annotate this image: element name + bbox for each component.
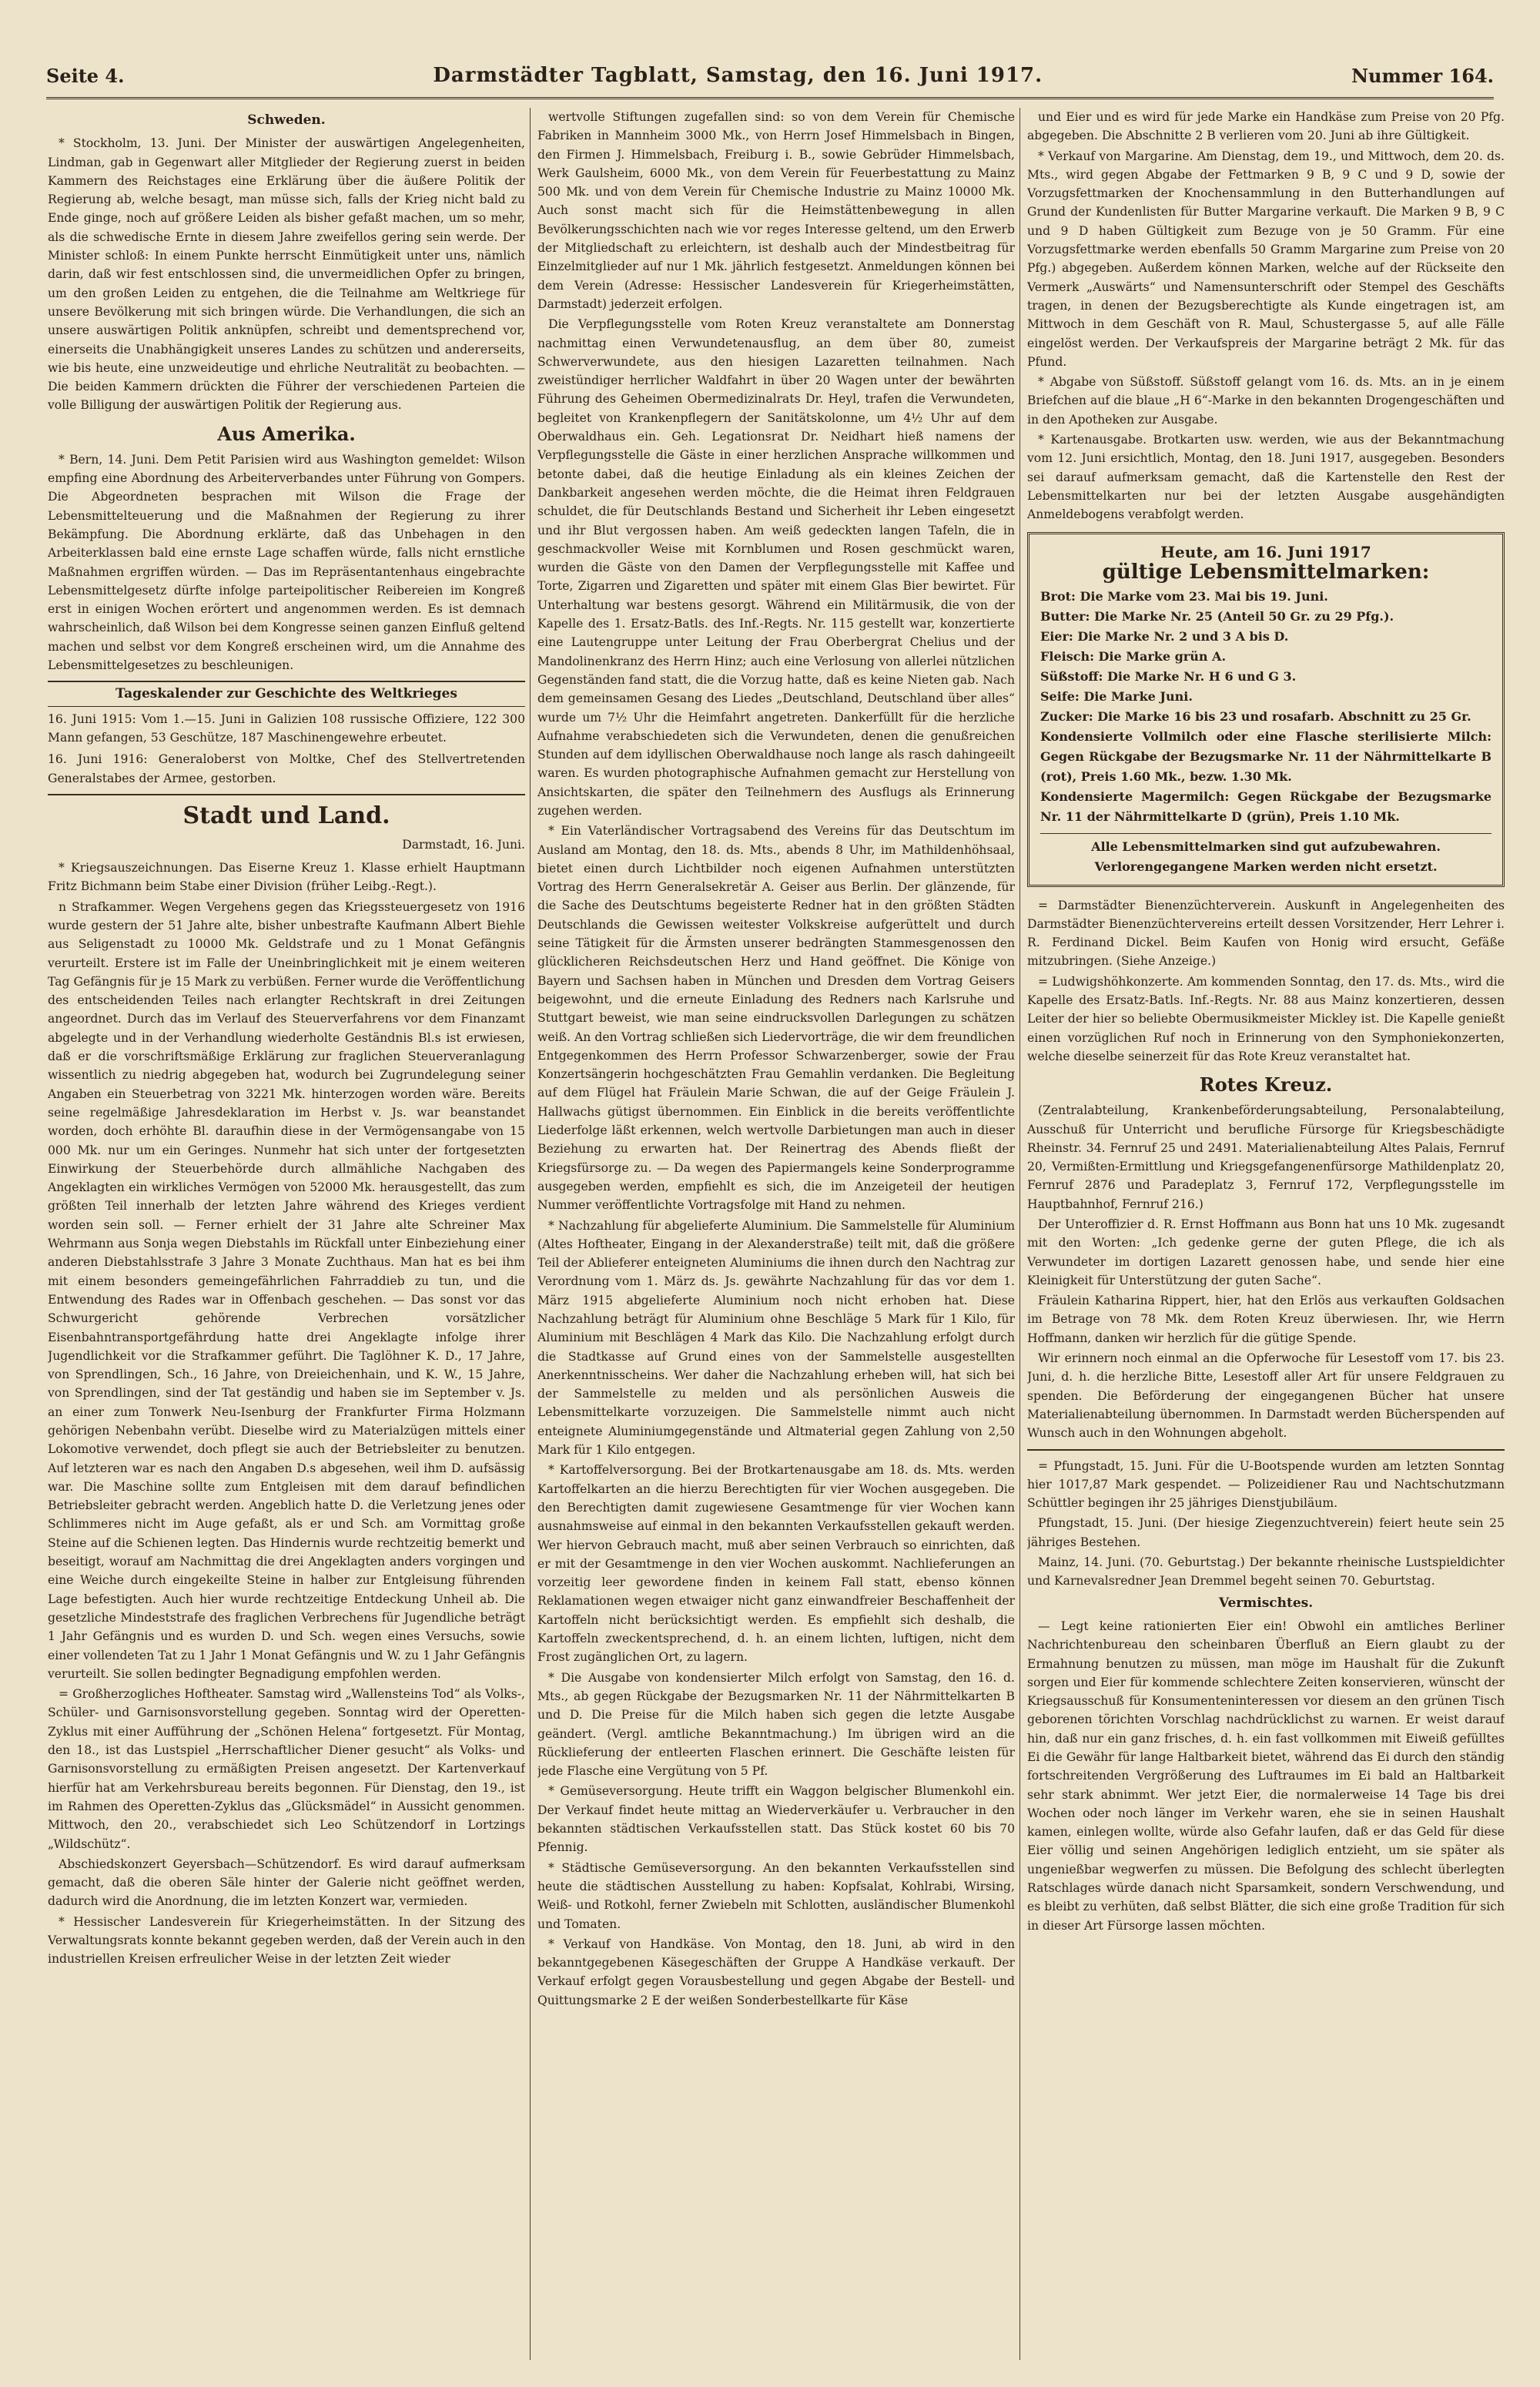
article-paragraph: Abschiedskonzert Geyersbach—Schützendorf. Es wird darauf aufmerksam gemacht, daß die oberen Säle hinter der Galerie nicht geöffnet werden, dadurch wird die Anordnung, die im letzten Konzert war, vermieden. <box>48 1856 525 1909</box>
article-paragraph: * Kartenausgabe. Brotkarten usw. werden, wie aus der Bekanntmachung vom 12. Juni ersichtlich, Montag, den 18. Juni 1917, ausgegeben. Besonders sei darauf aufmerksam gemacht, daß die Kartenstelle den Rest der Lebensmittelkarten nur bei der letzten Ausgabe ausgehändigten Anmeldebogens verabfolgt werden. <box>1027 433 1505 522</box>
article-paragraph: = Großherzogliches Hoftheater. Samstag wird „Wallensteins Tod“ als Volks-, Schüler- und Garnisonsvorstellung gegeben. Sonntag wird der Operetten-Zyklus mit einer Aufführung der „Schönen Helena“ fortgesetzt. Für Montag, den 18., ist das Lustspiel „Herrschaftlicher Diener gesucht“ als Volks- und Garnisonsvorstellung zu ermäßigten Preisen angesetzt. Der Kartenverkauf hierfür hat am Verkehrsbureau bereits begonnen. Für Dienstag, den 19., ist im Rahmen des Operetten-Zyklus das „Glücksmädel“ in Aussicht genommen. Mittwoch, den 20., verabschiedet sich Leo Schützendorf in Lortzings „Wildschütz“. <box>48 1687 525 1851</box>
article-paragraph: Wir erinnern noch einmal an die Opferwoche für Lesestoff vom 17. bis 23. Juni, d. h. die herzliche Bitte, Lesestoff aller Art für unsere Feldgrauen zu spenden. Die Beförderung der eingegangenen Bücher hat unsere Materialienabteilung übernommen. In Darmstadt werden Bücherspenden auf Wunsch auch in den Wohnungen abgeholt. <box>1027 1351 1505 1441</box>
article-paragraph: = Darmstädter Bienenzüchterverein. Auskunft in Angelegenheiten des Darmstädter Bienenzüchtervereins erteilt dessen Vorsitzender, Herr Lehrer i. R. Ferdinand Dickel. Beim Kaufen von Honig wird ersucht, Gefäße mitzubringen. (Siehe Anzeige.) <box>1027 898 1505 969</box>
article-paragraph: * Nachzahlung für abgelieferte Aluminium. Die Sammelstelle für Aluminium (Altes Hoftheater, Eingang in der Alexanderstraße) teilt mit, daß die größere Teil der Ablieferer enteigneten Aluminiums die ihnen durch den Nachtrag zur Verordnung vom 1. März ds. Js. gewährte Nachzahlung für das vor dem 1. März 1915 abgelieferte Aluminium noch nicht erhoben hat. Diese Nachzahlung beträgt für Aluminium ohne Beschläge 5 Mark für 1 Kilo, für Aluminium mit Beschlägen 4 Mark das Kilo. Die Nachzahlung erfolgt durch die Stadtkasse auf Grund eines von der Sammelstelle ausgestellten Anerkenntnisscheins. Wer daher die Nachzahlung erheben will, hat sich bei der Sammelstelle zu melden und als persönlichen Ausweis die Lebensmittelkarte vorzuzeigen. Die Sammelstelle nimmt auch nicht enteignete Aluminiumgegenstände und Altmaterial gegen Zahlung von 2,50 Mark für 1 Kilo entgegen. <box>537 1218 1015 1458</box>
article-paragraph: und Eier und es wird für jede Marke ein Handkäse zum Preise von 20 Pfg. abgegeben. Die Abschnitte 2 B verlieren vom 20. Juni ab ihre Gültigkeit. <box>1027 110 1505 143</box>
article-paragraph: = Pfungstadt, 15. Juni. Für die U-Bootspende wurden am letzten Sonntag hier 1017,87 Mark gespendet. — Polizeidiener Rau und Nachtschutzmann Schüttler begingen ihr 25 jähriges Dienstjubiläum. <box>1027 1458 1505 1511</box>
article-paragraph: = Ludwigshöhkonzerte. Am kommenden Sonntag, den 17. ds. Mts., wird die Kapelle des Ersatz-Batls. Inf.-Regts. Nr. 88 aus Mainz konzertieren, dessen Leiter der hier so beliebte Obermusikmeister Mickley ist. Die Kapelle genießt einen vorzüglichen Ruf noch in Erinnerung von den Symphoniekonzerten, welche dieselbe seinerzeit für das Rote Kreuz veranstaltet hat. <box>1027 974 1505 1063</box>
column-1 <box>48 108 525 2364</box>
article-paragraph: * Gemüseversorgung. Heute trifft ein Waggon belgischer Blumenkohl ein. Der Verkauf findet heute mittag an Wiederverkäufer u. Verbraucher in den bekannten städtischen Verkaufsstellen statt. Das Stück kostet 60 bis 70 Pfennig. <box>537 1784 1015 1855</box>
column-divider <box>1019 108 1020 2360</box>
article-paragraph: — Legt keine rationierten Eier ein! Obwohl ein amtliches Berliner Nachrichtenbureau den scheinbaren Überfluß an Eiern glaubt zu der Ermahnung benutzen zu müssen, man möge im Haushalt für die Zukunft sorgen und Eier für kommende schlechtere Zeiten konservieren, wünscht der Kriegsausschuß für Konsumenteninteressen vor diesem an den grünen Tisch geborenen törichten Vorschlag nachdrücklichst zu warnen. Er weist darauf hin, daß nur ein ganz frisches, d. h. ein fast vollkommen mit Eiweiß gefülltes Ei die Gewähr für lange Haltbarkeit bietet, während das Ei durch den ständig fortschreitenden Vergrößerung des Luftraumes im Ei bald an Haltbarkeit sehr stark abnimmt. Wer jetzt Eier, die normalerweise 14 Tage bis drei Wochen oder noch länger im Verkehr waren, ehe sie in seinen Haushalt kamen, einlegen wollte, würde also Gefahr laufen, daß er das Geld für diese Eier völlig und seinen Angehörigen lediglich entzieht, um sie später als ungenießbar wegwerfen zu müssen. Die Befolgung des schlecht überlegten Ratschlages würde danach nicht Sparsamkeit, sondern Verschwendung, und es bleibt zu verhüten, daß selbst Blätter, die sich eine große Tradition für sich in dieser Art Fürsorge lassen möchten. <box>1027 1619 1505 1933</box>
section-divider <box>1027 1449 1505 1451</box>
section-divider <box>48 794 525 795</box>
ration-row: Zucker: Die Marke 16 bis 23 und rosafarb. Abschnitt zu 25 Gr. <box>1040 708 1471 724</box>
article-paragraph: (Zentralabteilung, Krankenbeförderungsabteilung, Personalabteilung, Ausschuß für Unterricht und berufliche Fürsorge für Kriegsbeschädigte Rheinstr. 34. Fernruf 25 und 2491. Materialienabteilung Altes Palais, Fernruf 20, Vermißten-Ermittlung und Kriegsgefangenenfürsorge Mathildenplatz 20, Fernruf 2876 und Paradeplatz 3, Fernruf 172, Verpflegungsstelle im Hauptbahnhof, Fernruf 216.) <box>1027 1103 1505 1211</box>
ration-row: Süßstoff: Die Marke Nr. H 6 und G 3. <box>1040 668 1297 684</box>
calendar-entry: 16. Juni 1915: Vom 1.—15. Juni in Galizien 108 russische Offiziere, 122 300 Mann gefangen, 53 Geschütze, 187 Maschinengewehre erbeutet. <box>48 711 525 745</box>
column-3 <box>1027 108 1505 2364</box>
article-paragraph: * Bern, 14. Juni. Dem Petit Parisien wird aus Washington gemeldet: Wilson empfing eine Abordnung des Arbeiterverbandes unter Führung von Gompers. Die Abgeordneten besprachen mit Wilson die Frage der Lebensmittelteuerung und die Maßnahmen der Regierung zu ihrer Bekämpfung. Die Abordnung erklärte, daß das Unbehagen in den Arbeiterklassen bald eine ernste Lage schaffen würde, falls nicht ernstliche Maßnahmen ergriffen würden. — Das im Repräsentantenhaus eingebrachte Lebensmittelgesetz dürfte infolge parteipolitischer Reibereien im Kongreß erst in einigen Wochen erörtert und angenommen werden. Es ist demnach wahrscheinlich, daß Wilson bei dem Kongresse seinen ganzen Einfluß geltend machen und selbst vor dem Kongreß erscheinen wird, um die Annahme des Lebensmittelgesetzes zu beschleunigen. <box>48 452 525 673</box>
ration-row: Brot: Die Marke vom 23. Mai bis 19. Juni. <box>1040 588 1328 604</box>
heading-schweden: Schweden. <box>247 112 326 128</box>
article-paragraph: * Ein Vaterländischer Vortragsabend des Vereins für das Deutschtum im Ausland am Montag, den 18. ds. Mts., abends 8 Uhr, im Mathildenhöhsaal, bietet einen durch Lichtbilder noch eigenen Aufnahmen unterstützten Vortrag des Herrn Generalsekretär A. Geiser aus Berlin. Der glänzende, für die Sache des Deutschtums begeisterte Redner hat in den größten Städten Deutschlands die Gewissen weitester Volkskreise aufgerüttelt und durch seine Tätigkeit für die Ärmsten unserer bedrängten Stammesgenossen den glücklicheren Reichsdeutschen Herz und Hand geöffnet. Die Könige von Bayern und Sachsen haben in München und Dresden dem Vortrag Geisers beigewohnt, und die erneute Einladung des Redners nach Karlsruhe und Stuttgart beweist, wie man seine eindrucksvollen Darlegungen zu schätzen weiß. An den Vortrag schließen sich Liedervorträge, die wir dem freundlichen Entgegenkommen des Herrn Professor Schwarzenberger, sowie der Frau Konzertsängerin hochgeschätzten Frau Gemahlin verdanken. Die Begleitung auf dem Flügel hat Fräulein Marie Schwan, die auf der Geige Fräulein J. Hallwachs gütigst übernommen. Ein Einblick in die bereits veröffentlichte Liederfolge läßt erkennen, welch wertvolle Darbietungen man auch in dieser Beziehung zu erwarten hat. Der Reinertrag des Abends fließt der Kriegsfürsorge zu. — Da wegen des Papiermangels keine Sonderprogramme ausgegeben werden, empfiehlt es sich, die im Anzeigeteil der heutigen Nummer veröffentlichte Vortragsfolge mit Hand zu nehmen. <box>537 824 1015 1213</box>
article-paragraph: * Abgabe von Süßstoff. Süßstoff gelangt vom 16. ds. Mts. an in je einem Briefchen auf die blaue „H 6“-Marke in den bekannten Drogengeschäften und in den Apotheken zur Ausgabe. <box>1027 375 1505 427</box>
issue-number: Nummer 164. <box>1351 64 1494 87</box>
ration-row: Kondensierte Magermilch: Gegen Rückgabe der Bezugsmarke Nr. 11 der Nährmittelkarte D (grün), Preis 1.10 Mk. <box>1040 788 1491 824</box>
page-number: Seite 4. <box>46 64 125 87</box>
ration-stamps-box <box>1027 532 1505 887</box>
article-paragraph: wertvolle Stiftungen zugefallen sind: so von dem Verein für Chemische Fabriken in Mannheim 3000 Mk., von Herrn Josef Himmelsbach in Bingen, den Firmen J. Himmelsbach, Freiburg i. B., sowie Gebrüder Himmelsbach, Werk Gaulsheim, 6000 Mk., von dem Verein für Feuerbestattung zu Mainz 500 Mk. und von dem Verein für Chemische Industrie zu Mainz 10000 Mk. Auch sonst macht sich für die Heimstättenbewegung in allen Bevölkerungsschichten nach wie vor reges Interesse geltend, um den Erwerb der Mitgliedschaft zu erleichtern, ist deshalb auch der Mindestbeitrag für Einzelmitglieder auf nur 1 Mk. jährlich festgesetzt. Anmeldungen können bei dem Verein (Adresse: Hessischer Landesverein für Kriegerheimstätten, Darmstadt) jederzeit erfolgen. <box>537 110 1015 311</box>
article-paragraph: * Verkauf von Handkäse. Von Montag, den 18. Juni, ab wird in den bekanntgegebenen Käsegeschäften der Gruppe A Handkäse verkauft. Der Verkauf erfolgt gegen Vorausbestellung und gegen Abgabe der Bestell- und Quittungsmarke 2 E der weißen Sonderbestellkarte für Käse <box>537 1937 1015 2007</box>
article-paragraph: * Hessischer Landesverein für Kriegerheimstätten. In der Sitzung des Verwaltungsrats konnte bekannt gegeben werden, daß der Verein auch in den industriellen Kreisen erfreulicher Weise in der letzten Zeit wieder <box>48 1914 525 1967</box>
heading-rotes-kreuz: Rotes Kreuz. <box>1199 1073 1333 1096</box>
article-paragraph: * Die Ausgabe von kondensierter Milch erfolgt von Samstag, den 16. d. Mts., ab gegen Rückgabe der Bezugsmarken Nr. 11 der Nährmittelkarten B und D. Die Preise für die Milch haben sich gegen die letzte Ausgabe geändert. (Vergl. amtliche Bekanntmachung.) Im übrigen wird an die Rücklieferung der entleerten Flaschen erinnert. Die Geschäfte leisten für jede Flasche eine Vergütung von 5 Pf. <box>537 1670 1015 1779</box>
box-footnote: Alle Lebensmittelmarken sind gut aufzubewahren. Verlorengegangene Marken werden nicht ersetzt. <box>1040 833 1491 877</box>
heading-vermischtes: Vermischtes. <box>1218 1595 1314 1611</box>
article-paragraph: * Kriegsauszeichnungen. Das Eiserne Kreuz 1. Klasse erhielt Hauptmann Fritz Bichmann beim Stabe einer Division (früher Leibg.-Regt.). <box>48 861 525 894</box>
article-paragraph: Pfungstadt, 15. Juni. (Der hiesige Ziegenzuchtverein) feiert heute sein 25 jähriges Bestehen. <box>1027 1516 1505 1549</box>
article-paragraph: * Stockholm, 13. Juni. Der Minister der auswärtigen Angelegenheiten, Lindman, gab in Gegenwart aller Mitglieder der Regierung zuerst in beiden Kammern des Reichstages eine Erklärung über die äußere Politik der Regierung ab, welche besagt, man müsse sich, falls der Krieg nicht bald zu Ende ginge, noch auf größere Leiden als bisher gefaßt machen, um so mehr, als die schwedische Ernte in diesem Jahre zweifellos gering sein werde. Der Minister schloß: In einem Punkte herrscht Einmütigkeit unter uns, nämlich darin, daß wir fest entschlossen sind, die unvermeidlichen Opfer zu bringen, um den großen Leiden zu entgehen, die die Teilnahme am Weltkriege für unsere Bevölkerung mit sich bringen würde. Die Verhandlungen, die sich an unsere auswärtigen Politik anknüpfen, schreibt und dementsprechend vor, einerseits die Unabhängigkeit unseres Landes zu schützen und andererseits, wie bis heute, eine unzweideutige und ehrliche Neutralität zu beobachten. — Die beiden Kammern drückten die Führer der verschiedenen Parteien die volle Billigung der auswärtigen Politik der Regierung aus. <box>48 136 525 413</box>
column-2 <box>537 108 1015 2364</box>
box-subtitle: gültige Lebensmittelmarken: <box>1102 560 1430 584</box>
ration-row: Eier: Die Marke Nr. 2 und 3 A bis D. <box>1040 628 1289 644</box>
article-paragraph: Fräulein Katharina Rippert, hier, hat den Erlös aus verkauften Goldsachen im Betrage von 78 Mk. dem Roten Kreuz überwiesen. Ihr, wie Herrn Hoffmann, danken wir herzlich für die gütige Spende. <box>1027 1294 1505 1345</box>
box-title: Heute, am 16. Juni 1917 <box>1160 542 1371 561</box>
calendar-entry: 16. Juni 1916: Generaloberst von Moltke, Chef des Stellvertretenden Generalstabes der Armee, gestorben. <box>48 752 525 785</box>
article-paragraph: Mainz, 14. Juni. (70. Geburtstag.) Der bekannte rheinische Lustspieldichter und Karnevalsredner Jean Dremmel begeht seinen 70. Geburtstag. <box>1027 1555 1505 1589</box>
newspaper-title: Darmstädter Tagblatt, Samstag, den 16. Juni 1917. <box>433 64 1043 87</box>
heading-stadt-und-land: Stadt und Land. <box>182 802 390 829</box>
column-divider <box>530 108 531 2360</box>
article-paragraph: n Strafkammer. Wegen Vergehens gegen das Kriegssteuergesetz von 1916 wurde gestern der 51 Jahre alte, bisher unbestrafte Kaufmann Albert Biehle aus Seligenstadt zu 10000 Mk. Geldstrafe und zu 1 Monat Gefängnis verurteilt. Erstere ist im Falle der Uneinbringlichkeit mit je einem weiteren Tag Gefängnis für je 15 Mark zu verbüßen. Ferner wurde die Veröffentlichung des entscheidenden Teiles nach erlangter Rechtskraft in drei Zeitungen angeordnet. Durch das im Verlauf des Steuerverfahrens vor dem Finanzamt abgelegte und in der Verhandlung wiederholte Geständnis Bl.s ist erwiesen, daß er die vorschriftsmäßige Erklärung zur fraglichen Steuerveranlagung wissentlich zu niedrig abgegeben hat, wodurch bei Zugrundelegung seiner Angaben ein Steuerbetrag von 3221 Mk. hinterzogen worden wäre. Bereits seine regelmäßige Jahresdeklaration im Herbst v. Js. war beanstandet worden, doch erhöhte Bl. daraufhin diese in der Vermögensangabe von 15 000 Mk. nur um ein Geringes. Nunmehr hat sich unter der fortgesetzten Einwirkung der Steuerbehörde durch allmähliche Nachgaben des Angeklagten ein wirkliches Vermögen von 52000 Mk. herausgestellt, das zum größten Teil innerhalb der letzten Jahre während des Krieges verdient worden sein soll. — Ferner erhielt der 31 Jahre alte Schreiner Max Wehrmann aus Sonja wegen Diebstahls im Rückfall unter Einbeziehung einer anderen Diebstahlsstrafe 3 Jahre 3 Monate Zuchthaus. Man hat es bei ihm mit einem besonders gemeingefährlichen Fahrraddieb zu tun, und die Entwendung des Rades war in Offenbach geschehen. — Das sonst vor das Schwurgericht gehörende Verbrechen vorsätzlicher Eisenbahntransportgefährdung hatte drei Angeklagte infolge ihrer Jugendlichkeit vor die Strafkammer geführt. Die Taglöhner K. D., 17 Jahre, von Sprendlingen, Sch., 16 Jahre, von Dreieichenhain, und K. W., 15 Jahre, von Sprendlingen, sind der Tat geständig und haben sie im September v. Js. an einer zum Tonwerk Neu-Isenburg der Frankfurter Firma Holzmann gehörigen Nebenbahn verübt. Dieselbe wird zu Materialzügen mittels einer Lokomotive verwendet, doch pflegt sie auch der Betriebsleiter zu benutzen. Auf letzteren war es nach den Angaben D.s abgesehen, weil ihm D. aufsässig war. Die Maschine sollte zum Entgleisen mit dem darauf befindlichen Betriebsleiter gebracht werden. Angeblich hatte D. die Verletzung jenes oder Schlimmeres nicht im Auge gefaßt, als er und Sch. am Vormittag große Steine auf die Schienen legten. Das Hindernis wurde rechtzeitig bemerkt und beseitigt, worauf am Nachmittag die drei Angeklagten anders vorgingen und eine Weiche durch eingekeilte Steine in halber zur Entgleisung führenden Lage befestigten. Auch hier wurde rechtzeitige Entdeckung Unheil ab. Die gesetzliche Mindeststrafe des fraglichen Verbrechens für Jugendliche beträgt 1 Jahr Gefängnis und es wurden D. und Sch. wegen eines Versuchs, sowie einer vollendeten Tat zu 1 Jahr 1 Monat Gefängnis und W. zu 1 Jahr Gefängnis verurteilt. Sie sollen bedingter Begnadigung empfohlen werden. <box>48 899 525 1681</box>
heading-amerika: Aus Amerika. <box>217 422 356 445</box>
ration-row: Seife: Die Marke Juni. <box>1040 688 1193 704</box>
article-paragraph: * Kartoffelversorgung. Bei der Brotkartenausgabe am 18. ds. Mts. werden Kartoffelkarten an die hierzu Berechtigten für vier Wochen ausgegeben. Die den Berechtigten damit zugewiesene Gesamtmenge für vier Wochen kann ausnahmsweise auf einmal in den bekannten Verkaufsstellen gekauft werden. Wer hiervon Gebrauch macht, muß aber seinen Verbrauch so einrichten, daß er mit der Gesamtmenge in den vier Wochen auskommt. Nachlieferungen an vorzeitig leer gewordene finden in keinem Fall statt, ebenso können Reklamationen wegen etwaiger nicht ganz einwandfreier Beschaffenheit der Kartoffeln nicht berücksichtigt werden. Es empfiehlt sich deshalb, die Kartoffeln zweckentsprechend, d. h. an einem lichten, luftigen, nicht dem Frost zugänglichen Ort, zu lagern. <box>537 1463 1015 1665</box>
calendar-heading: Tageskalender zur Geschichte des Weltkrieges <box>48 681 525 706</box>
ration-row: Butter: Die Marke Nr. 25 (Anteil 50 Gr. zu 29 Pfg.). <box>1040 608 1394 624</box>
ration-row: Kondensierte Vollmilch oder eine Flasche sterilisierte Milch: Gegen Rückgabe der Bezugsmarke Nr. 11 der Nährmittelkarte B (rot), Preis 1.60 Mk., bezw. 1.30 Mk. <box>1040 728 1491 784</box>
dateline: Darmstadt, 16. Juni. <box>402 837 525 852</box>
article-paragraph: Der Unteroffizier d. R. Ernst Hoffmann aus Bonn hat uns 10 Mk. zugesandt mit den Worten: „Ich gedenke gerne der guten Pflege, die ich als Verwundeter im dortigen Lazarett genossen habe, und sende hier eine Kleinigkeit für Unterstützung der guten Sache“. <box>1027 1217 1505 1287</box>
article-paragraph: * Verkauf von Margarine. Am Dienstag, dem 19., und Mittwoch, dem 20. ds. Mts., wird gegen Abgabe der Fettmarken 9 B, 9 C und 9 D, sowie der Vorzugsfettmarken der Knochensammlung in den Butterhandlungen auf Grund der Kundenlisten für Butter Margarine verkauft. Die Marken 9 B, 9 C und 9 D haben Gültigkeit zum Bezuge von je 50 Gramm. Für eine Vorzugsfettmarke werden ebenfalls 50 Gramm Margarine zum Preise von 20 Pfg.) abgegeben. Außerdem können Marken, welche auf der Rückseite den Vermerk „Auswärts“ und Namensunterschrift oder Stempel des Geschäfts tragen, in denen der Bezugsberechtigte als Kunde eingetragen ist, am Mittwoch in dem Geschäft von R. Maul, Schustergasse 5, auf alle Fälle eingelöst werden. Der Verkaufspreis der Margarine beträgt 2 Mk. für das Pfund. <box>1027 149 1505 369</box>
masthead <box>46 54 1494 99</box>
article-paragraph: Die Verpflegungsstelle vom Roten Kreuz veranstaltete am Donnerstag nachmittag einen Verwundetenausflug, an dem über 80, zumeist Schwerverwundete, aus den hiesigen Lazaretten teilnahmen. Nach zweistündiger herrlicher Waldfahrt in über 20 Wagen unter der bewährten Führung des Geheimen Obermedizinalrats Dr. Heyl, trafen die Verwundeten, begleitet von Krankenpflegern der Sanitätskolonne, um 4½ Uhr auf dem Oberwaldhaus ein. Geh. Legationsrat Dr. Neidhart hieß namens der Verpflegungsstelle die Gäste in einer herzlichen Ansprache willkommen und betonte dabei, daß die heutige Einladung als ein kleines Zeichen der Dankbarkeit angesehen werden möchte, die die Heimat ihren Feldgrauen schuldet, die für Deutschlands Bestand und Sicherheit ihr Leben eingesetzt und ihr Blut vergossen haben. Am weiß gedeckten langen Tafeln, die in geschmackvoller Weise mit Kornblumen und Rosen geschmückt waren, wurden die Gäste von den Damen der Verpflegungsstelle mit Kaffee und Torte, Zigarren und Zigaretten und später mit einem Glas Bier bewirtet. Für Unterhaltung war bestens gesorgt. Während ein Militärmusik, die von der Kapelle des 1. Ersatz-Batls. des Inf.-Regts. Nr. 115 gestellt war, konzertierte eine Lautengruppe unter Leitung der Frau Oberbergrat Chelius und der Mandolinenkranz des Herrn Hinz; auch eine Verlosung von allerlei nützlichen Gegenständen fand statt, die die Vorzug hatte, daß es keine Nieten gab. Nach dem gemeinsamen Gesang des Liedes „Deutschland, Deutschland über alles“ wurde um 7½ Uhr die Heimfahrt angetreten. Dankerfüllt für die herzliche Aufnahme verabschiedeten sich die Verwundeten, denen die genußreichen Stunden auf dem idyllischen Oberwaldhause noch lange als rasch dahingeeilt waren. Es wurden photographische Aufnahmen gemacht zur Herstellung von Ansichtskarten, die später den Teilnehmern des Ausflugs als Erinnerung zugehen werden. <box>537 317 1015 818</box>
ration-row: Fleisch: Die Marke grün A. <box>1040 648 1227 664</box>
article-paragraph: * Städtische Gemüseversorgung. An den bekannten Verkaufsstellen sind heute die städtischen Ausstellung zu haben: Kopfsalat, Kohlrabi, Wirsing, Weiß- und Rotkohl, ferner Zwiebeln mit Schlotten, ausländischer Blumenkohl und Tomaten. <box>537 1860 1015 1931</box>
